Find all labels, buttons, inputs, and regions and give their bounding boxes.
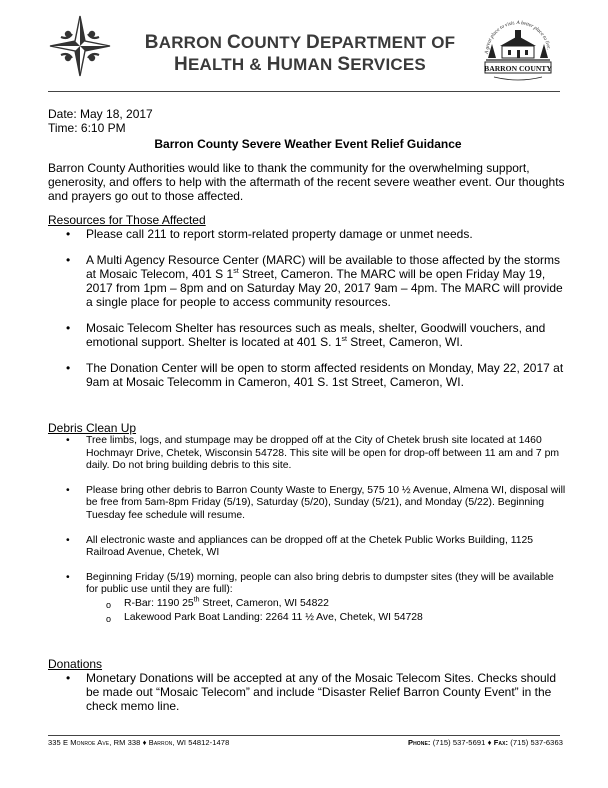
list-item: • Beginning Friday (5/19) morning, people can also bring debris to dumpster sites (they will be available for public use until they are full): o R-Bar: 1190 25th Street, Cameron, WI 54822 o Lakewood Park Boat Landing: 2264 11 ½ Ave, Chetek, WI 54728 (48, 572, 568, 624)
document-title: Barron County Severe Weather Event Relief Guidance (154, 137, 462, 151)
list-item: • Please call 211 to report storm-related property damage or unmet needs. (48, 227, 568, 241)
dumpster-site-list (86, 598, 568, 624)
intro-paragraph: Barron County Authorities would like to thank the community for the overwhelming support, generosity, and offers to help with the aftermath of the recent severe weather event. Our thoughts and prayers go out to those affected. (48, 161, 565, 203)
resources-heading: Resources for Those Affected (48, 213, 206, 227)
date-line: Date: May 18, 2017 (48, 107, 153, 121)
donations-list (48, 671, 568, 713)
svg-text:BARRON COUNTY: BARRON COUNTY (484, 63, 552, 73)
header-divider (48, 91, 560, 92)
svg-text:A great place to visit. A bett: A great place to visit. A better place to live. (483, 19, 552, 55)
donations-heading: Donations (48, 657, 103, 671)
dumpster-site: o Lakewood Park Boat Landing: 2264 11 ½ Ave, Chetek, WI 54728 (86, 612, 568, 625)
resources-list (48, 227, 568, 389)
list-item: • Tree limbs, logs, and stumpage may be dropped off at the City of Chetek brush site located at 1460 Hochmayr Drive, Chetek, Wisconsin 54728. This site will be open for drop-off between 11 am and 7 pm daily. Do not bring building debris to this site. (48, 435, 568, 473)
footer (48, 738, 563, 747)
list-item: • Please bring other debris to Barron County Waste to Energy, 575 10 ½ Avenue, Almena WI, disposal will be free from 5am-8pm Friday (5/19), Saturday (5/20), Sunday (5/21), and Monday (5/22). Beginning Tuesday fee schedule will resume. (48, 485, 568, 523)
list-item: • The Donation Center will be open to storm affected residents on Monday, May 22, 2017 at 9am at Mosaic Telecomm in Cameron, 401 S. 1st Street, Cameron, WI. (48, 361, 568, 389)
debris-section (48, 421, 568, 624)
dumpster-site: o R-Bar: 1190 25th Street, Cameron, WI 54822 (86, 598, 568, 611)
footer-contact: Phone: (715) 537-5691 ♦ Fax: (715) 537-6363 (407, 738, 563, 747)
time-line: Time: 6:10 PM (48, 121, 126, 135)
footer-divider (48, 735, 560, 736)
county-seal-logo (480, 14, 556, 84)
department-title: BARRON COUNTY DEPARTMENT OF HEALTH & HUMAN SERVICES (144, 32, 456, 75)
document-body (48, 107, 568, 389)
debris-list (48, 435, 568, 624)
list-item: • Monetary Donations will be accepted at any of the Mosaic Telecom Sites. Checks should be made out “Mosaic Telecom” and include “Disaster Relief Barron County Event” in the check memo line. (48, 671, 568, 713)
list-item: • Mosaic Telecom Shelter has resources such as meals, shelter, Goodwill vouchers, and emotional support. Shelter is located at 401 S. 1st Street, Cameron, WI. (48, 321, 568, 349)
donations-section (48, 657, 568, 713)
list-item: • A Multi Agency Resource Center (MARC) will be available to those affected by the storms at Mosaic Telecom, 401 S 1st Street, Cameron. The MARC will be open Friday May 19, 2017 from 1pm – 8pm and on Saturday May 20, 2017 9am – 4pm. The MARC will provide a single place for people to access community resources. (48, 253, 568, 309)
star-logo-icon (48, 14, 112, 78)
footer-address: 335 E Monroe Ave, RM 338 ♦ Barron, WI 54812-1478 (48, 738, 230, 747)
debris-heading: Debris Clean Up (48, 421, 137, 435)
list-item: • All electronic waste and appliances can be dropped off at the Chetek Public Works Building, 1125 Railroad Avenue, Chetek, WI (48, 535, 568, 560)
